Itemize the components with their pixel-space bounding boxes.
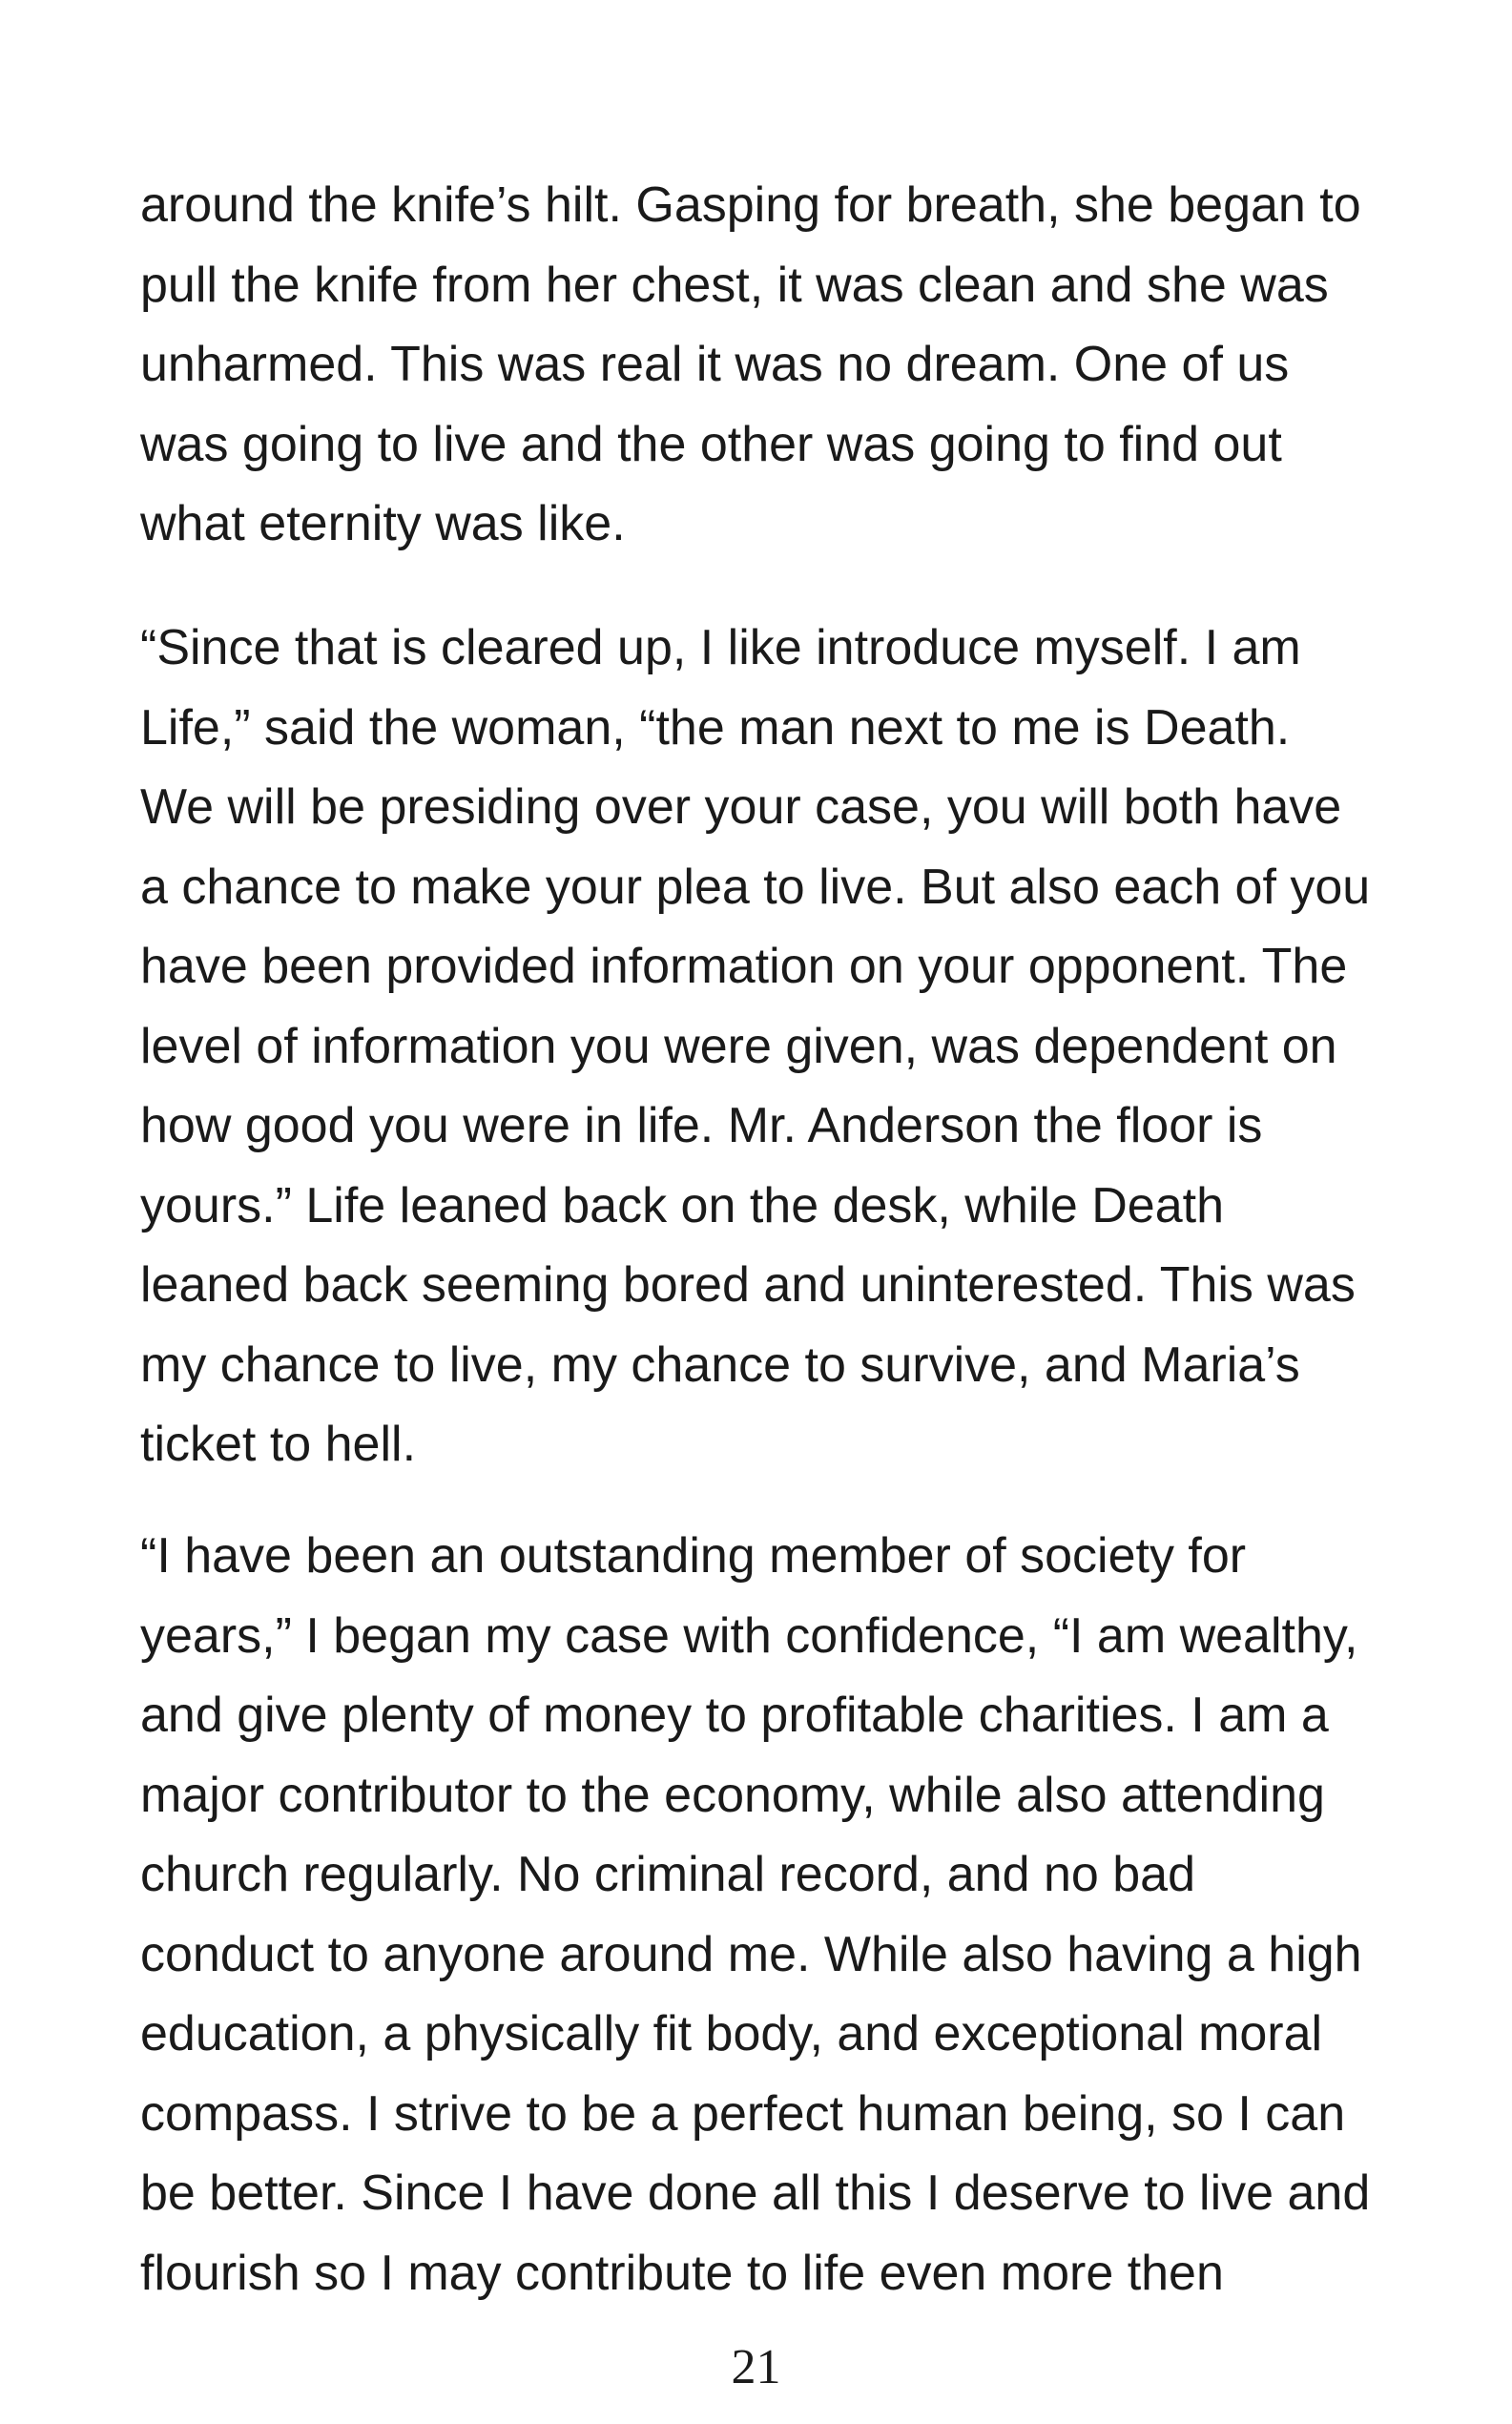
text-line: was going to live and the other was going to find out xyxy=(140,416,1282,472)
text-line: ticket to hell. xyxy=(140,1417,417,1472)
text-line: conduct to anyone around me. While also having a high xyxy=(140,1926,1362,1982)
text-line: church regularly. No criminal record, and no bad xyxy=(140,1847,1196,1902)
text-line: major contributor to the economy, while also attending xyxy=(140,1767,1325,1823)
text-line: how good you were in life. Mr. Anderson the floor is xyxy=(140,1098,1263,1153)
text-line: be better. Since I have done all this I deserve to live and xyxy=(140,2165,1371,2221)
text-line: a chance to make your plea to live. But also each of you xyxy=(140,859,1371,915)
text-line: Life,” said the woman, “the man next to me is Death. xyxy=(140,699,1291,756)
text-line: We will be presiding over your case, you will both have xyxy=(140,779,1342,835)
text-line: yours.” Life leaned back on the desk, while Death xyxy=(140,1177,1225,1233)
paragraph-1 xyxy=(140,166,1419,565)
text-line: education, a physically fit body, and exceptional moral xyxy=(140,2006,1323,2061)
text-line: and give plenty of money to profitable charities. I am a xyxy=(140,1688,1329,1743)
text-line: around the knife’s hilt. Gasping for breath, she began to xyxy=(140,177,1361,233)
text-line: have been provided information on your opponent. The xyxy=(140,939,1348,994)
paragraph-3 xyxy=(140,1517,1419,2313)
text-line: pull the knife from her chest, it was clean and she was xyxy=(140,257,1329,313)
text-line: “Since that is cleared up, I like introduce myself. I am xyxy=(140,620,1301,675)
text-line: level of information you were given, was dependent on xyxy=(140,1018,1337,1074)
text-line: my chance to live, my chance to survive, and Maria’s xyxy=(140,1336,1300,1393)
text-line: flourish so I may contribute to life even more then xyxy=(140,2245,1224,2301)
text-line: leaned back seeming bored and uninterested. This was xyxy=(140,1257,1356,1313)
text-line: “I have been an outstanding member of society for xyxy=(140,1528,1247,1584)
text-line: compass. I strive to be a perfect human being, so I can xyxy=(140,2085,1346,2142)
paragraph-2 xyxy=(140,609,1419,1485)
text-line: years,” I began my case with confidence, “I am wealthy, xyxy=(140,1607,1358,1664)
page-number: 21 xyxy=(731,2340,781,2394)
text-line: unharmed. This was real it was no dream. One of us xyxy=(140,337,1290,392)
text-line: what eternity was like. xyxy=(140,496,626,551)
